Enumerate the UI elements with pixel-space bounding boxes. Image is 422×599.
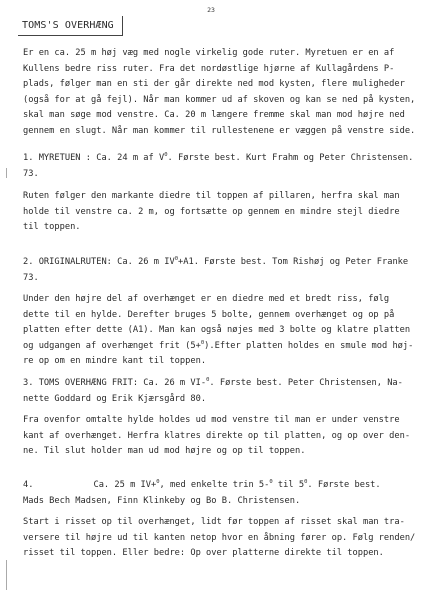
superscript: 0	[164, 152, 168, 158]
text-line	[23, 167, 417, 183]
text-segment: 2. ORIGINALRUTEN: Ca. 26 m IV	[23, 257, 175, 267]
text-line: gennem en slugt. Når man kommer til rullestenene er væggen på venstre side.	[23, 125, 416, 136]
superscript: 0	[206, 377, 210, 383]
text-line: Er en ca. 25 m høj væg med nogle virkelig gode ruter. Myretuen er en af	[23, 48, 395, 58]
text-line	[23, 189, 417, 205]
text-segment: 4.	[23, 480, 34, 490]
route-header	[23, 478, 417, 509]
margin-line	[6, 560, 7, 590]
superscript: 0	[156, 479, 160, 485]
text-line	[23, 413, 417, 429]
text-line	[23, 220, 417, 236]
text-segment: . Første best.	[307, 480, 381, 490]
route-header	[23, 255, 417, 286]
text-segment: nette Goddard og Erik Kjærsgård 80.	[23, 393, 207, 404]
route-description	[23, 515, 417, 562]
margin-line	[6, 168, 7, 178]
text-line	[23, 308, 417, 324]
text-segment: 73.	[23, 168, 39, 179]
text-segment: re op om en mindre kant til toppen.	[23, 356, 207, 367]
text-segment: Mads Bech Madsen, Finn Klinkeby og Bo B. Christensen.	[23, 495, 301, 506]
text-line	[23, 339, 417, 355]
page-number: 23	[207, 6, 215, 14]
superscript: 0	[304, 479, 308, 485]
text-line	[23, 376, 417, 392]
text-line	[23, 292, 417, 308]
text-segment: Ca. 25 m IV+	[93, 480, 157, 490]
text-segment: . Første best. Peter Christensen, Na-	[209, 378, 403, 388]
text-segment: Under den højre del af overhænget er en diedre med et bredt riss, følg	[23, 294, 390, 304]
text-segment: holde til venstre ca. 2 m, og fortsætte op gennem en mindre stejl diedre	[23, 206, 400, 217]
text-line	[23, 478, 417, 494]
superscript: 0	[200, 339, 205, 346]
text-line: plads, følger man en sti der går direkte ned mod kysten, flere muligheder	[23, 79, 405, 90]
text-segment: risset til toppen. Eller bedre: Op over platterne direkte til toppen.	[23, 548, 384, 559]
page-title: TOMS'S OVERHÆNG	[18, 16, 123, 36]
text-line	[23, 255, 417, 271]
text-segment: 73.	[23, 272, 39, 283]
route-header	[23, 376, 417, 407]
text-line: Kullens bedre riss ruter. Fra det nordøstlige hjørne af Kullagårdens P-	[23, 63, 395, 74]
text-segment: Ruten følger den markante diedre til toppen af pillaren, herfra skal man	[23, 191, 400, 201]
text-segment: til toppen.	[23, 222, 81, 233]
text-line	[23, 205, 417, 221]
text-segment: Start i risset op til overhænget, lidt før toppen af risset skal man tra-	[23, 517, 405, 527]
text-segment: kant af overhænget. Herfra klatres direkte op til platten, og op over den-	[23, 430, 411, 441]
route-header	[23, 151, 417, 182]
text-segment: +A1. Første best. Tom Rishøj og Peter Franke	[178, 257, 409, 267]
text-segment: versere til højre ud til kanten netop hvor en åbning fører op. Følg renden/	[23, 532, 416, 543]
text-line	[23, 323, 417, 339]
route-description	[23, 413, 417, 460]
intro-paragraph	[23, 46, 417, 140]
text-segment: , med enkelte trin 5-	[159, 480, 270, 490]
superscript: 0	[174, 256, 178, 262]
text-segment: til 5	[272, 480, 305, 490]
text-segment: Fra ovenfor omtalte hylde holdes ud mod venstre til man er under venstre	[23, 415, 400, 425]
text-segment: 1. MYRETUEN : Ca. 24 m af V	[23, 153, 165, 163]
superscript: 0	[269, 479, 273, 485]
text-line	[23, 429, 417, 445]
route-description	[23, 189, 417, 236]
text-segment: . Første best. Kurt Frahm og Peter Christensen.	[167, 153, 414, 163]
text-segment: ).Efter platten holdes en smule mod høj-	[204, 340, 414, 351]
text-segment: ne. Til slut holder man ud mod højre og op til toppen.	[23, 446, 306, 457]
text-line	[23, 546, 417, 562]
text-line	[23, 515, 417, 531]
text-line	[23, 494, 417, 510]
text-segment: og udgangen af overhænget frit (5+	[23, 340, 201, 351]
text-segment: 3. TOMS OVERHÆNG FRIT: Ca. 26 m VI-	[23, 378, 207, 388]
text-line	[23, 444, 417, 460]
text-line: skal man søge mod venstre. Ca. 20 m længere fremme skal man mod højre ned	[23, 110, 405, 121]
text-segment: dette til en hylde. Derefter bruges 5 bolte, gennem overhænget og op på	[23, 309, 395, 320]
text-line	[23, 392, 417, 408]
text-line	[23, 271, 417, 287]
route-description	[23, 292, 417, 370]
text-line	[23, 354, 417, 370]
text-line: (også for at gå fejl). Når man kommer ud af skoven og kan se ned på kysten,	[23, 94, 416, 105]
text-segment: platten efter dette (A1). Man kan også nøjes med 3 bolte og klatre platten	[23, 325, 411, 336]
text-line	[23, 151, 417, 167]
text-line	[23, 531, 417, 547]
